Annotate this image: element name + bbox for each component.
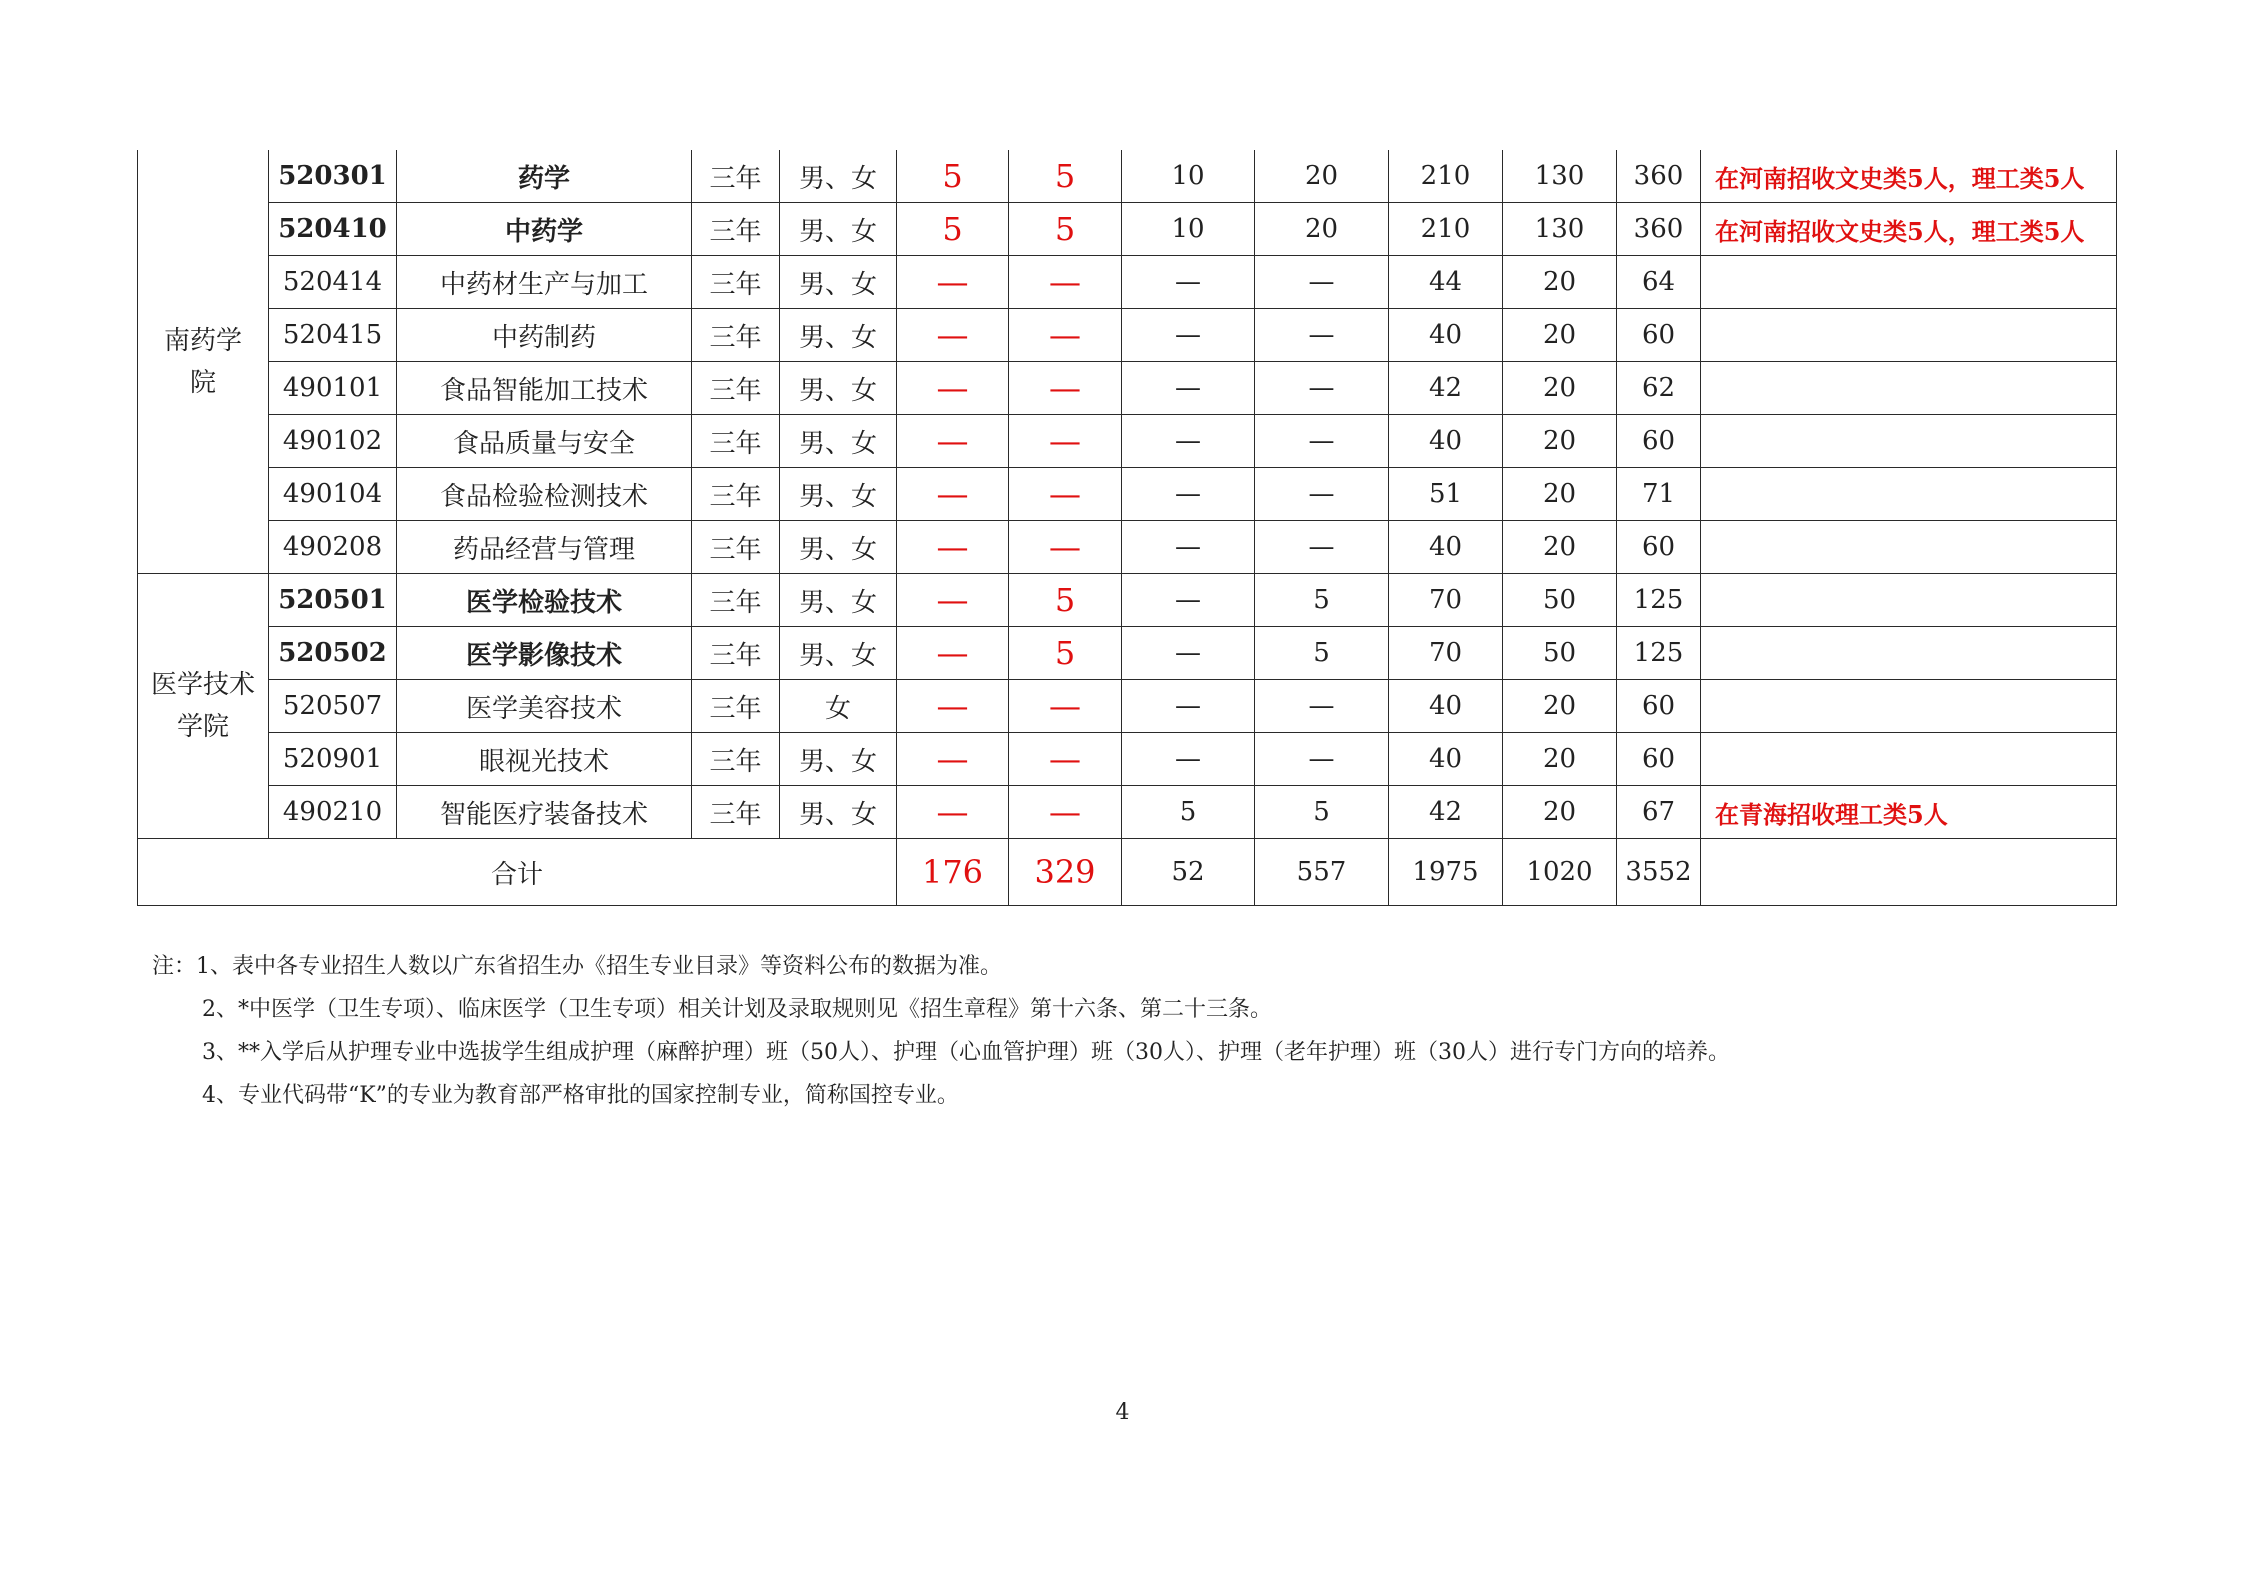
quota-cell: 40: [1389, 733, 1503, 786]
remark-cell: [1701, 680, 2117, 733]
quota-cell: 42: [1389, 786, 1503, 839]
major-code-cell: 490210: [269, 786, 397, 839]
remark-cell: 在河南招收文史类5人，理工类5人: [1701, 203, 2117, 256]
table-row: [138, 415, 2117, 468]
table-row: [138, 680, 2117, 733]
quota-cell: 20: [1503, 415, 1617, 468]
quota-cell: —: [897, 574, 1009, 627]
quota-cell: 5: [1255, 786, 1389, 839]
total-remark-cell: [1701, 839, 2117, 906]
table-row: [138, 256, 2117, 309]
gender-cell: 男、女: [780, 309, 897, 362]
quota-cell: 71: [1617, 468, 1701, 521]
major-code-cell: 490101: [269, 362, 397, 415]
duration-cell: 三年: [692, 680, 780, 733]
quota-cell: —: [1255, 468, 1389, 521]
major-name-cell: 智能医疗装备技术: [397, 786, 692, 839]
quota-cell: —: [1255, 680, 1389, 733]
gender-cell: 男、女: [780, 362, 897, 415]
total-value-cell: 1975: [1389, 839, 1503, 906]
quota-cell: —: [1009, 521, 1122, 574]
major-name-cell: 药学: [397, 150, 692, 203]
quota-cell: 20: [1503, 256, 1617, 309]
table-row: [138, 362, 2117, 415]
quota-cell: —: [1255, 733, 1389, 786]
duration-cell: 三年: [692, 733, 780, 786]
quota-cell: —: [1122, 309, 1255, 362]
remark-cell: [1701, 574, 2117, 627]
quota-cell: —: [1122, 256, 1255, 309]
total-row: [138, 839, 2117, 906]
quota-cell: 67: [1617, 786, 1701, 839]
major-code-cell: 520901: [269, 733, 397, 786]
duration-cell: 三年: [692, 468, 780, 521]
table-row: [138, 150, 2117, 203]
quota-cell: —: [897, 362, 1009, 415]
quota-cell: 5: [1255, 574, 1389, 627]
remark-cell: [1701, 468, 2117, 521]
footnote-line: 4、专业代码带“K”的专业为教育部严格审批的国家控制专业，简称国控专业。: [202, 1083, 959, 1108]
quota-cell: 5: [897, 150, 1009, 203]
quota-cell: 40: [1389, 415, 1503, 468]
total-value-cell: 176: [897, 839, 1009, 906]
duration-cell: 三年: [692, 256, 780, 309]
quota-cell: 5: [1009, 574, 1122, 627]
quota-cell: 5: [1009, 627, 1122, 680]
gender-cell: 女: [780, 680, 897, 733]
gender-cell: 男、女: [780, 733, 897, 786]
gender-cell: 男、女: [780, 468, 897, 521]
college-name: 南药学院: [138, 150, 269, 574]
major-code-cell: 520501: [269, 574, 397, 627]
quota-cell: 5: [1255, 627, 1389, 680]
major-name-cell: 眼视光技术: [397, 733, 692, 786]
quota-cell: —: [1122, 415, 1255, 468]
quota-cell: 60: [1617, 309, 1701, 362]
gender-cell: 男、女: [780, 256, 897, 309]
major-code-cell: 520502: [269, 627, 397, 680]
remark-cell: [1701, 309, 2117, 362]
quota-cell: 5: [1009, 150, 1122, 203]
remark-cell: [1701, 362, 2117, 415]
quota-cell: 20: [1503, 468, 1617, 521]
duration-cell: 三年: [692, 203, 780, 256]
enrollment-table: [137, 150, 2117, 906]
quota-cell: —: [1255, 362, 1389, 415]
quota-cell: 60: [1617, 521, 1701, 574]
quota-cell: 5: [1122, 786, 1255, 839]
duration-cell: 三年: [692, 521, 780, 574]
quota-cell: —: [1009, 786, 1122, 839]
total-label: 合计: [138, 839, 897, 906]
quota-cell: —: [897, 627, 1009, 680]
remark-cell: [1701, 521, 2117, 574]
quota-cell: —: [1122, 680, 1255, 733]
major-name-cell: 药品经营与管理: [397, 521, 692, 574]
quota-cell: —: [1009, 309, 1122, 362]
gender-cell: 男、女: [780, 150, 897, 203]
quota-cell: 42: [1389, 362, 1503, 415]
major-name-cell: 中药学: [397, 203, 692, 256]
quota-cell: 130: [1503, 150, 1617, 203]
footnote-line: 2、*中医学（卫生专项）、临床医学（卫生专项）相关计划及录取规则见《招生章程》第十六条、第二十三条。: [202, 997, 1273, 1022]
quota-cell: —: [897, 786, 1009, 839]
gender-cell: 男、女: [780, 415, 897, 468]
quota-cell: 50: [1503, 627, 1617, 680]
major-name-cell: 食品质量与安全: [397, 415, 692, 468]
footnote-line: 3、**入学后从护理专业中选拔学生组成护理（麻醉护理）班（50人）、护理（心血管护理）班（30人）、护理（老年护理）班（30人）进行专门方向的培养。: [202, 1040, 1730, 1065]
duration-cell: 三年: [692, 574, 780, 627]
quota-cell: —: [1009, 733, 1122, 786]
quota-cell: —: [897, 521, 1009, 574]
quota-cell: 40: [1389, 521, 1503, 574]
quota-cell: —: [1255, 521, 1389, 574]
major-name-cell: 中药材生产与加工: [397, 256, 692, 309]
duration-cell: 三年: [692, 150, 780, 203]
major-name-cell: 医学美容技术: [397, 680, 692, 733]
quota-cell: —: [1122, 574, 1255, 627]
quota-cell: 64: [1617, 256, 1701, 309]
quota-cell: —: [897, 733, 1009, 786]
page-number: 4: [1115, 1400, 1130, 1425]
quota-cell: 70: [1389, 574, 1503, 627]
quota-cell: —: [1255, 309, 1389, 362]
gender-cell: 男、女: [780, 203, 897, 256]
quota-cell: 20: [1503, 362, 1617, 415]
quota-cell: 5: [1009, 203, 1122, 256]
duration-cell: 三年: [692, 415, 780, 468]
quota-cell: 130: [1503, 203, 1617, 256]
footnote-line: 注：1、表中各专业招生人数以广东省招生办《招生专业目录》等资料公布的数据为准。: [152, 954, 1002, 979]
quota-cell: 5: [897, 203, 1009, 256]
quota-cell: —: [1255, 256, 1389, 309]
quota-cell: 210: [1389, 203, 1503, 256]
quota-cell: 20: [1503, 733, 1617, 786]
quota-cell: —: [897, 680, 1009, 733]
major-name-cell: 中药制药: [397, 309, 692, 362]
quota-cell: —: [1009, 362, 1122, 415]
major-code-cell: 490208: [269, 521, 397, 574]
quota-cell: —: [1009, 256, 1122, 309]
quota-cell: —: [1122, 627, 1255, 680]
quota-cell: 20: [1503, 680, 1617, 733]
gender-cell: 男、女: [780, 574, 897, 627]
table-row: [138, 733, 2117, 786]
quota-cell: 40: [1389, 680, 1503, 733]
quota-cell: 20: [1503, 309, 1617, 362]
remark-cell: [1701, 256, 2117, 309]
quota-cell: 125: [1617, 627, 1701, 680]
quota-cell: —: [1122, 468, 1255, 521]
quota-cell: —: [1122, 521, 1255, 574]
quota-cell: 44: [1389, 256, 1503, 309]
duration-cell: 三年: [692, 627, 780, 680]
major-code-cell: 520410: [269, 203, 397, 256]
gender-cell: 男、女: [780, 627, 897, 680]
table-row: [138, 468, 2117, 521]
duration-cell: 三年: [692, 309, 780, 362]
quota-cell: 51: [1389, 468, 1503, 521]
gender-cell: 男、女: [780, 786, 897, 839]
quota-cell: —: [1255, 415, 1389, 468]
quota-cell: —: [897, 256, 1009, 309]
major-name-cell: 医学检验技术: [397, 574, 692, 627]
total-value-cell: 557: [1255, 839, 1389, 906]
total-value-cell: 329: [1009, 839, 1122, 906]
duration-cell: 三年: [692, 786, 780, 839]
major-code-cell: 520507: [269, 680, 397, 733]
table-row: [138, 203, 2117, 256]
major-name-cell: 食品检验检测技术: [397, 468, 692, 521]
major-code-cell: 490102: [269, 415, 397, 468]
quota-cell: 40: [1389, 309, 1503, 362]
quota-cell: 360: [1617, 203, 1701, 256]
quota-cell: 20: [1255, 203, 1389, 256]
quota-cell: —: [897, 309, 1009, 362]
gender-cell: 男、女: [780, 521, 897, 574]
quota-cell: 125: [1617, 574, 1701, 627]
major-code-cell: 520414: [269, 256, 397, 309]
remark-cell: [1701, 627, 2117, 680]
quota-cell: 50: [1503, 574, 1617, 627]
quota-cell: —: [1009, 415, 1122, 468]
quota-cell: 360: [1617, 150, 1701, 203]
table-row: [138, 786, 2117, 839]
remark-cell: [1701, 733, 2117, 786]
quota-cell: 60: [1617, 415, 1701, 468]
table-row: [138, 309, 2117, 362]
quota-cell: —: [1122, 362, 1255, 415]
major-name-cell: 食品智能加工技术: [397, 362, 692, 415]
quota-cell: —: [1009, 680, 1122, 733]
quota-cell: 20: [1503, 786, 1617, 839]
quota-cell: 70: [1389, 627, 1503, 680]
remark-cell: [1701, 415, 2117, 468]
major-code-cell: 520415: [269, 309, 397, 362]
table-row: [138, 574, 2117, 627]
quota-cell: —: [1122, 733, 1255, 786]
table-row: [138, 521, 2117, 574]
quota-cell: —: [897, 468, 1009, 521]
quota-cell: 60: [1617, 680, 1701, 733]
college-name: 医学技术学院: [138, 574, 269, 839]
remark-cell: 在青海招收理工类5人: [1701, 786, 2117, 839]
quota-cell: 210: [1389, 150, 1503, 203]
quota-cell: —: [897, 415, 1009, 468]
quota-cell: 60: [1617, 733, 1701, 786]
total-value-cell: 1020: [1503, 839, 1617, 906]
footnotes: [152, 945, 1730, 1117]
major-code-cell: 520301: [269, 150, 397, 203]
quota-cell: 20: [1503, 521, 1617, 574]
table-row: [138, 627, 2117, 680]
remark-cell: 在河南招收文史类5人，理工类5人: [1701, 150, 2117, 203]
major-name-cell: 医学影像技术: [397, 627, 692, 680]
quota-cell: 10: [1122, 203, 1255, 256]
total-value-cell: 3552: [1617, 839, 1701, 906]
quota-cell: 10: [1122, 150, 1255, 203]
quota-cell: 20: [1255, 150, 1389, 203]
duration-cell: 三年: [692, 362, 780, 415]
quota-cell: 62: [1617, 362, 1701, 415]
total-value-cell: 52: [1122, 839, 1255, 906]
quota-cell: —: [1009, 468, 1122, 521]
major-code-cell: 490104: [269, 468, 397, 521]
